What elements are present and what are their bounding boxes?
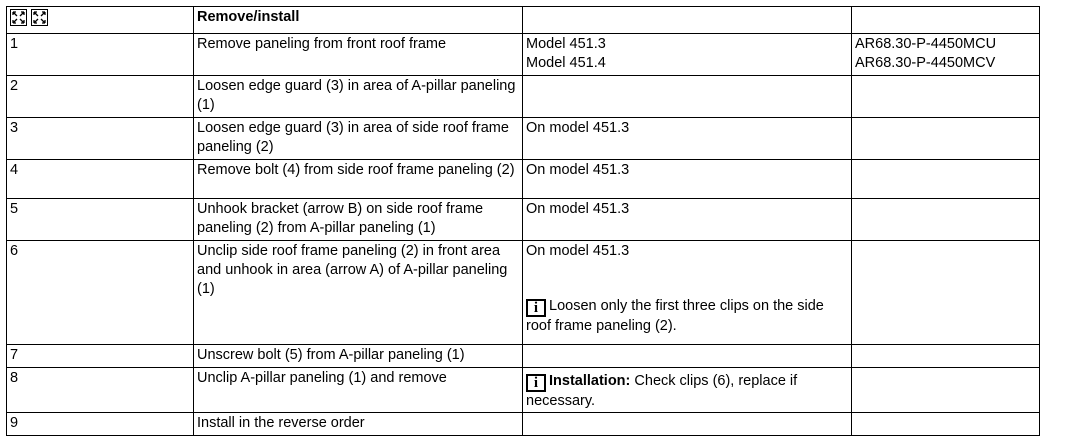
model-label: Model 451.3 — [526, 36, 606, 52]
empty-cell — [852, 241, 1040, 345]
empty-cell — [523, 7, 852, 34]
step-action: Loosen edge guard (3) in area of A-pillar paneling (1) — [194, 76, 523, 118]
step-action: Unclip A-pillar paneling (1) and remove — [194, 368, 523, 413]
step-number: 4 — [7, 160, 194, 199]
expand-icon[interactable] — [31, 9, 48, 26]
note-cell — [523, 241, 852, 345]
table-row — [7, 76, 1040, 118]
step-number: 5 — [7, 199, 194, 241]
empty-cell — [852, 345, 1040, 368]
empty-cell — [852, 199, 1040, 241]
reference-cell — [852, 34, 1040, 76]
table-row — [7, 199, 1040, 241]
info-label: Installation: — [549, 373, 631, 389]
table-row — [7, 118, 1040, 160]
step-note: On model 451.3 — [523, 199, 852, 241]
step-action: Unscrew bolt (5) from A-pillar paneling (1) — [194, 345, 523, 368]
expand-icon[interactable] — [10, 9, 27, 26]
empty-cell — [852, 118, 1040, 160]
table-row — [7, 34, 1040, 76]
empty-cell — [523, 345, 852, 368]
empty-cell — [852, 160, 1040, 199]
reference-link[interactable]: AR68.30-P-4450MCU — [855, 36, 997, 52]
table-title: Remove/install — [194, 7, 523, 34]
step-number: 2 — [7, 76, 194, 118]
model-label: Model 451.4 — [526, 55, 606, 71]
table-row — [7, 160, 1040, 199]
step-note: On model 451.3 — [526, 243, 630, 259]
step-number: 1 — [7, 34, 194, 76]
table-row — [7, 413, 1040, 436]
step-note: On model 451.3 — [523, 160, 852, 199]
info-text: Check clips (6), replace if necessary. — [526, 373, 798, 409]
step-action: Remove paneling from front roof frame — [194, 34, 523, 76]
step-note: On model 451.3 — [523, 118, 852, 160]
info-icon: i — [526, 374, 546, 392]
table-row — [7, 368, 1040, 413]
step-number: 8 — [7, 368, 194, 413]
empty-cell — [523, 413, 852, 436]
info-icon: i — [526, 299, 546, 317]
reference-link[interactable]: AR68.30-P-4450MCV — [855, 55, 996, 71]
step-action: Install in the reverse order — [194, 413, 523, 436]
header-row — [7, 7, 1040, 34]
step-action: Unclip side roof frame paneling (2) in front area and unhook in area (arrow A) of A-pillar paneling (1) — [194, 241, 523, 345]
step-action: Loosen edge guard (3) in area of side roof frame paneling (2) — [194, 118, 523, 160]
empty-cell — [852, 413, 1040, 436]
info-note — [526, 297, 848, 336]
step-action: Remove bolt (4) from side roof frame paneling (2) — [194, 160, 523, 199]
empty-cell — [852, 368, 1040, 413]
step-action: Unhook bracket (arrow B) on side roof frame paneling (2) from A-pillar paneling (1) — [194, 199, 523, 241]
table-row — [7, 345, 1040, 368]
table-row — [7, 241, 1040, 345]
step-number: 6 — [7, 241, 194, 345]
step-number: 9 — [7, 413, 194, 436]
procedure-table — [6, 6, 1040, 436]
model-cell — [523, 34, 852, 76]
empty-cell — [852, 76, 1040, 118]
empty-cell — [523, 76, 852, 118]
note-cell — [523, 368, 852, 413]
step-number: 3 — [7, 118, 194, 160]
info-text: Loosen only the first three clips on the side roof frame paneling (2). — [526, 298, 824, 334]
step-number: 7 — [7, 345, 194, 368]
empty-cell — [852, 7, 1040, 34]
header-icons-cell — [7, 7, 194, 34]
